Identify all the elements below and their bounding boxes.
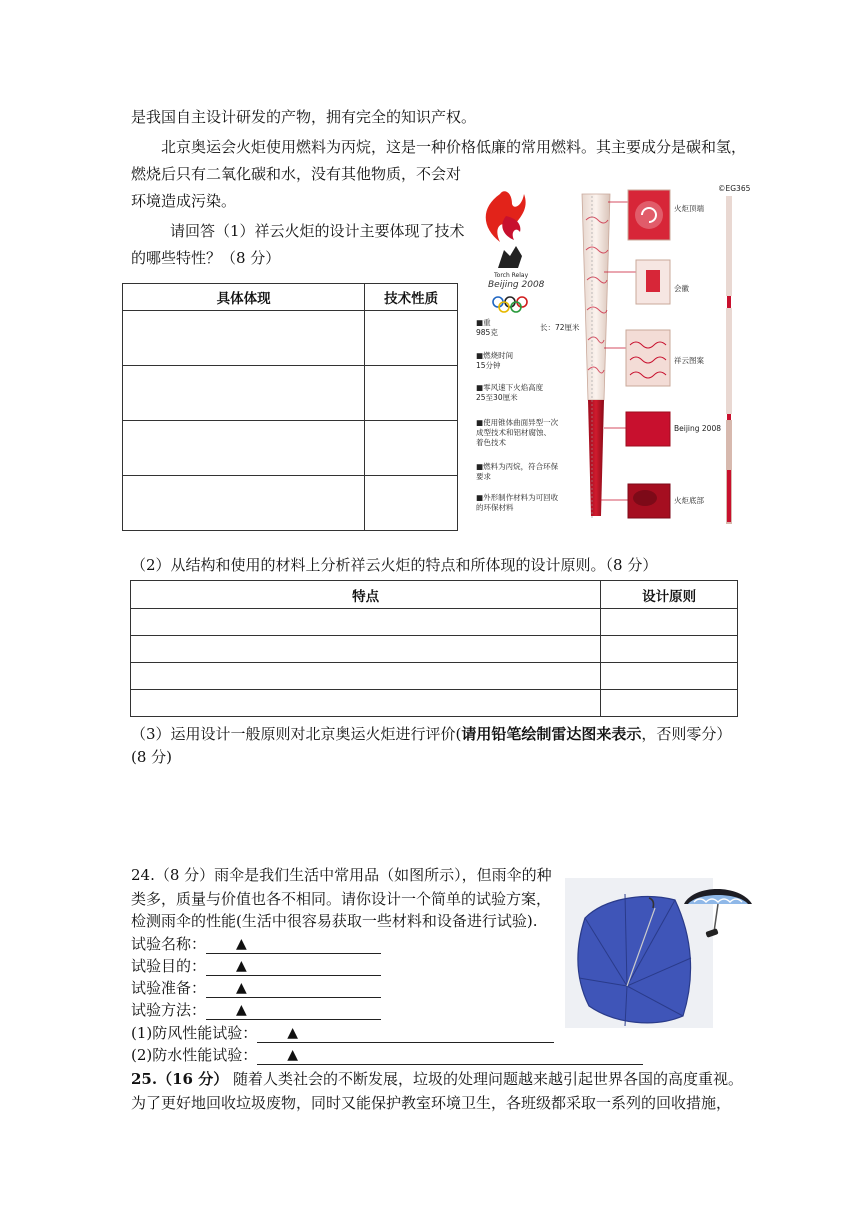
triangle-marker: ▲ [236,936,247,952]
field-test-name [131,934,381,954]
field-test-purpose-blank[interactable] [206,957,381,976]
table-1-cell[interactable] [365,476,458,531]
table-1 [122,283,458,531]
umbrella-folding-icon [680,880,756,950]
umbrella-photo-folding [680,880,756,950]
question-3-score: (8 分) [131,748,173,766]
torch-beijing-label: Beijing 2008 [488,280,545,290]
triangle-marker: ▲ [236,980,247,996]
question-25-number: 25. [131,1070,158,1088]
field-test-purpose-label: 试验目的： [131,957,207,975]
triangle-marker: ▲ [236,1002,247,1018]
text-line-4: 环境造成污染。 [131,192,237,210]
table-1-header-1: 具体体现 [123,284,365,311]
question-1: 请回答（1）祥云火炬的设计主要体现了技术 [170,222,465,240]
table-2-cell[interactable] [601,636,738,663]
table-2-header-2: 设计原则 [601,581,738,609]
field-test-method [131,1000,381,1020]
table-1-cell[interactable] [123,311,365,366]
field-wind-test [131,1023,554,1043]
table-2 [130,580,738,717]
torch-part-beijing: Beijing 2008 [674,424,721,433]
torch-part-top: 火炬顶端 [674,204,704,213]
torch-part-emblem: 会徽 [674,284,689,293]
field-test-name-label: 试验名称： [131,935,207,953]
field-test-method-blank[interactable] [206,1001,381,1020]
question-25-text: 随着人类社会的不断发展，垃圾的处理问题越来越引起世界各国的高度重视。 [228,1070,743,1088]
table-1-cell[interactable] [123,421,365,476]
table-1-cell[interactable] [365,366,458,421]
question-25-score: （16 分） [157,1070,229,1088]
question-24-line-1: 24.（8 分）雨伞是我们生活中常用品（如图所示），但雨伞的种 [131,866,552,884]
question-3-text-a: （3）运用设计一般原则对北京奥运火炬进行评价( [131,725,462,743]
torch-length: 长：72厘米 [540,323,580,332]
table-1-cell[interactable] [123,476,365,531]
question-25-line-2: 为了更好地回收垃圾废物，同时又能保护教室环境卫生，各班级都采取一系列的回收措施， [131,1094,732,1112]
torch-spec-fuel: ■燃料为丙烷，符合环保 要求 [476,462,559,481]
torch-spec-material: ■外形制作材料为可回收 的环保材料 [476,493,559,512]
table-2-cell[interactable] [601,663,738,690]
torch-part-clouds: 祥云图案 [674,356,704,365]
field-wind-test-blank[interactable] [257,1024,554,1043]
text-line-2: 北京奥运会火炬使用燃料为丙烷，这是一种价格低廉的常用燃料。其主要成分是碳和氢， [161,138,747,156]
field-test-prep-label: 试验准备： [131,979,207,997]
torch-copyright: ©EG365 [718,184,751,193]
olympic-rings-icon [493,297,527,312]
field-test-method-label: 试验方法： [131,1001,207,1019]
question-24-line-2: 类多，质量与价值也各不相同。请你设计一个简单的试验方案， [131,890,552,908]
question-3-emphasis: 请用铅笔绘制雷达图来表示 [461,725,642,743]
question-2: （2）从结构和使用的材料上分析祥云火炬的特点和所体现的设计原则。（8 分） [131,556,658,574]
torch-relay-label: Torch Relay [494,272,529,279]
question-3-text-c: ，否则零分） [641,725,732,743]
field-test-purpose [131,956,381,976]
torch-illustration [470,180,751,526]
table-1-cell[interactable] [365,421,458,476]
part-thumb-beijing [626,412,670,446]
field-test-prep [131,978,381,998]
field-water-test [131,1045,643,1065]
field-water-test-label: (2)防水性能试验： [131,1046,258,1064]
question-24-line-3: 检测雨伞的性能(生活中很容易获取一些材料和设备进行试验). [131,912,538,930]
triangle-marker: ▲ [236,958,247,974]
table-1-cell[interactable] [123,366,365,421]
table-1-header-2: 技术性质 [365,284,458,311]
field-water-test-blank[interactable] [257,1046,643,1065]
torch-spec-burn: ■燃烧时间 15分钟 [476,351,514,370]
table-1-cell[interactable] [365,311,458,366]
question-25-line-1 [131,1069,743,1089]
torch-body [582,194,610,400]
table-2-cell[interactable] [131,636,601,663]
text-line-3: 燃烧后只有二氧化碳和水，没有其他物质，不会对 [131,165,462,183]
torch-handle [588,400,604,516]
text-line-1: 是我国自主设计研发的产物，拥有完全的知识产权。 [131,108,477,126]
table-2-cell[interactable] [601,690,738,717]
question-3 [131,724,731,744]
torch-part-bottom: 火炬底部 [674,496,704,505]
table-2-cell[interactable] [131,609,601,636]
torch-spec-tech: ■使用锥体曲面异型一次 成型技术和铝材腐蚀、 着色技术 [476,418,559,447]
field-test-name-blank[interactable] [206,935,381,954]
field-wind-test-label: (1)防风性能试验： [131,1024,258,1042]
triangle-marker: ▲ [287,1047,299,1063]
triangle-marker: ▲ [287,1025,299,1041]
table-2-cell[interactable] [131,690,601,717]
question-1-score: 的哪些特性？（8 分） [131,249,281,267]
torch-spec-flame: ■零风速下火焰高度 25至30厘米 [476,383,544,402]
table-2-header-1: 特点 [131,581,601,609]
field-test-prep-blank[interactable] [206,979,381,998]
table-2-cell[interactable] [601,609,738,636]
torch-spec-weight: ■重 985克 [476,318,498,337]
table-2-cell[interactable] [131,663,601,690]
